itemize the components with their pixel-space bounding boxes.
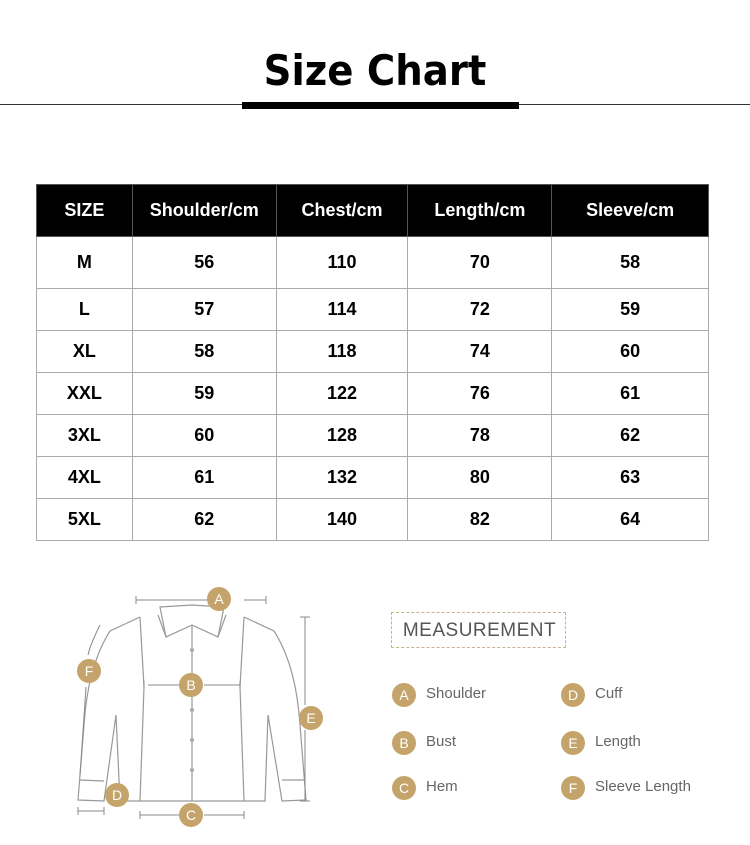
- table-cell: 128: [276, 415, 408, 457]
- badge-d: D: [105, 783, 129, 807]
- table-cell: XL: [37, 331, 133, 373]
- measurement-heading-box: [391, 612, 566, 648]
- table-cell: 82: [408, 499, 552, 541]
- table-cell: 72: [408, 289, 552, 331]
- badge-c: C: [179, 803, 203, 827]
- table-cell: 3XL: [37, 415, 133, 457]
- measurement-heading: MEASUREMENT: [402, 620, 557, 641]
- table-row: [37, 237, 709, 289]
- table-cell: 58: [552, 237, 709, 289]
- table-cell: 60: [552, 331, 709, 373]
- table-cell: 57: [132, 289, 276, 331]
- table-cell: 64: [552, 499, 709, 541]
- table-cell: 59: [132, 373, 276, 415]
- badge-f: F: [77, 659, 101, 683]
- legend-label: Sleeve Length: [595, 778, 691, 795]
- table-cell: 114: [276, 289, 408, 331]
- badge-b: B: [179, 673, 203, 697]
- legend-label: Hem: [426, 778, 458, 795]
- table-row: [37, 331, 709, 373]
- table-cell: 80: [408, 457, 552, 499]
- table-cell: 61: [552, 373, 709, 415]
- legend-badge: D: [561, 683, 585, 707]
- table-header-row: [37, 185, 709, 237]
- title-underline: [242, 102, 519, 109]
- size-table: [36, 184, 709, 541]
- table-cell: 78: [408, 415, 552, 457]
- table-cell: 118: [276, 331, 408, 373]
- table-cell: 60: [132, 415, 276, 457]
- page-title: Size Chart: [263, 46, 487, 95]
- table-cell: 70: [408, 237, 552, 289]
- table-cell: 62: [132, 499, 276, 541]
- legend-label: Bust: [426, 733, 457, 750]
- table-cell: 56: [132, 237, 276, 289]
- table-cell: 62: [552, 415, 709, 457]
- legend-badge: F: [561, 776, 585, 800]
- legend-label: Cuff: [595, 685, 623, 702]
- table-row: [37, 457, 709, 499]
- title-area: [0, 0, 750, 110]
- table-cell: 74: [408, 331, 552, 373]
- table-row: [37, 289, 709, 331]
- header-cell: SIZE: [37, 185, 133, 237]
- table-cell: 58: [132, 331, 276, 373]
- header-cell: Chest/cm: [276, 185, 408, 237]
- legend-badge: C: [392, 776, 416, 800]
- legend-label: Shoulder: [426, 685, 487, 702]
- table-cell: 63: [552, 457, 709, 499]
- table-cell: 122: [276, 373, 408, 415]
- header-cell: Sleeve/cm: [552, 185, 709, 237]
- header-cell: Length/cm: [408, 185, 552, 237]
- table-cell: 5XL: [37, 499, 133, 541]
- table-cell: 132: [276, 457, 408, 499]
- table-cell: 61: [132, 457, 276, 499]
- table-cell: M: [37, 237, 133, 289]
- badge-e: E: [299, 706, 323, 730]
- legend-badge: E: [561, 731, 585, 755]
- table-row: [37, 415, 709, 457]
- table-cell: 59: [552, 289, 709, 331]
- legend-badge: A: [392, 683, 416, 707]
- legend-label: Length: [595, 733, 641, 750]
- table-cell: XXL: [37, 373, 133, 415]
- table-cell: 110: [276, 237, 408, 289]
- table-cell: 4XL: [37, 457, 133, 499]
- table-cell: 140: [276, 499, 408, 541]
- table-cell: 76: [408, 373, 552, 415]
- table-row: [37, 499, 709, 541]
- header-cell: Shoulder/cm: [132, 185, 276, 237]
- table-cell: L: [37, 289, 133, 331]
- table-row: [37, 373, 709, 415]
- legend-badge: B: [392, 731, 416, 755]
- badge-a: A: [207, 587, 231, 611]
